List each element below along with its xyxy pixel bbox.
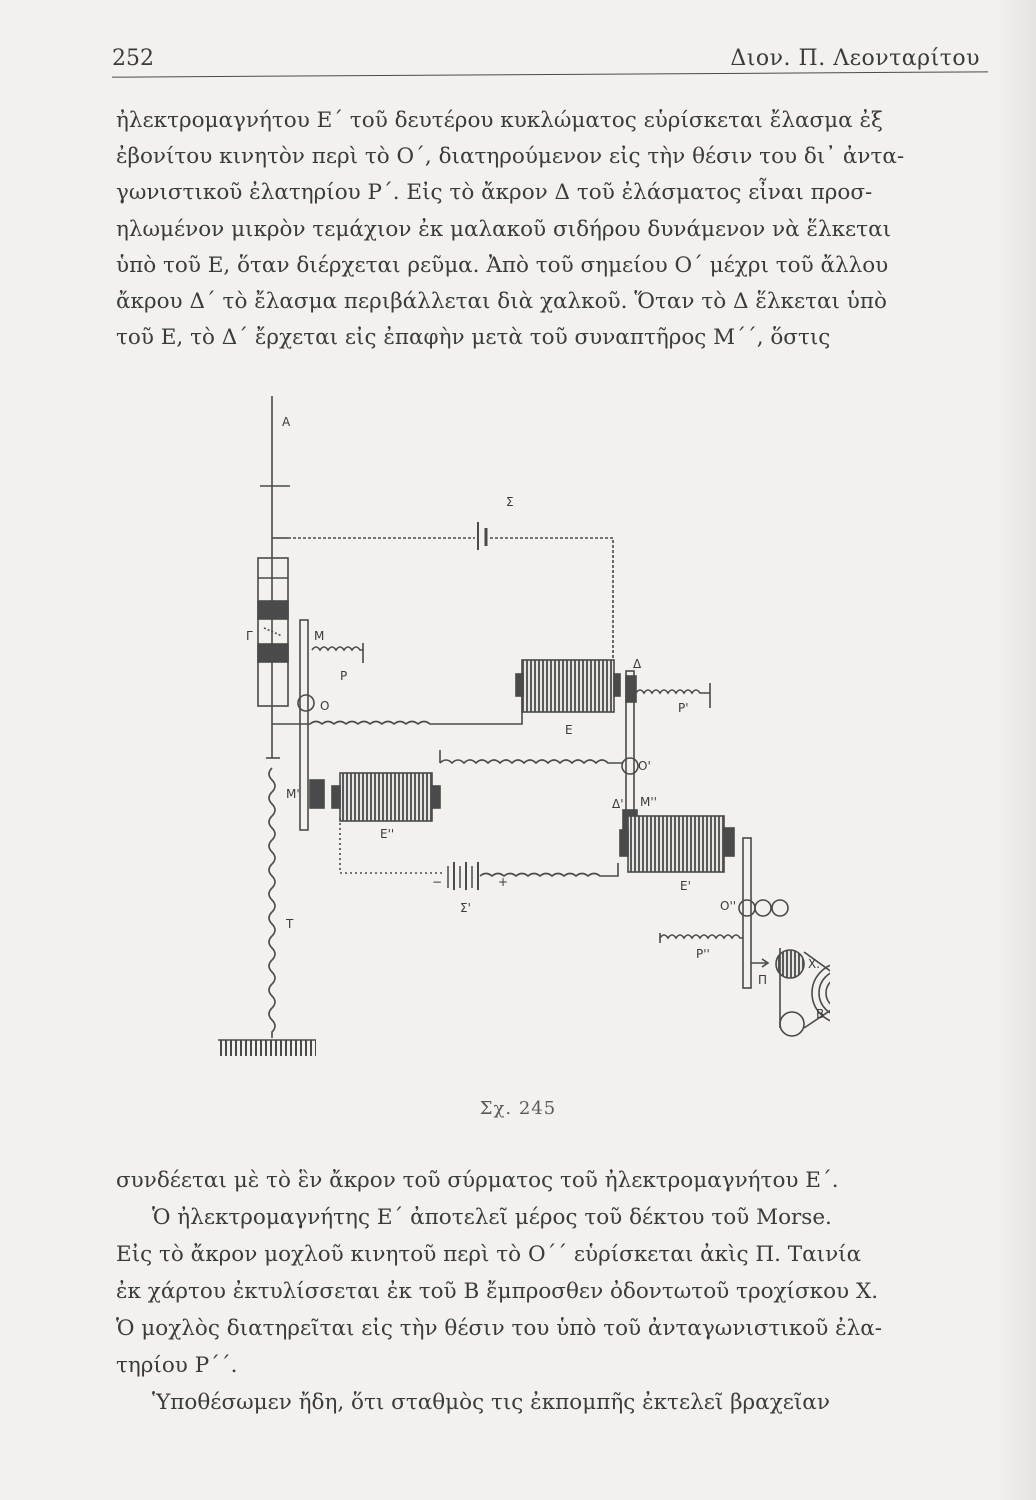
text-line: ἐκ χάρτου ἐκτυλίσσεται ἐκ τοῦ Β ἔμπροσθεν ὀδοντωτοῦ τροχίσκου Χ. <box>116 1279 879 1304</box>
running-head: Διον. Π. Λεονταρίτου <box>730 46 980 71</box>
label-M-prime: M' <box>286 787 300 801</box>
contact-M-prime <box>310 780 324 808</box>
body-text-bottom <box>116 1162 978 1421</box>
tapper-lever <box>300 620 308 830</box>
page-number: 252 <box>112 46 154 71</box>
label-S: Σ <box>506 495 514 509</box>
label-E: E <box>565 723 573 737</box>
text-line: ἄκρου Δ΄ τὸ ἔλασμα περιβάλλεται διὰ χαλκοῦ. Ὅταν τὸ Δ ἕλκεται ὑπὸ <box>116 289 887 315</box>
spring-P-prime <box>636 683 710 708</box>
header-rule <box>112 71 988 77</box>
label-G: Γ <box>246 629 253 643</box>
label-D-prime: Δ' <box>612 797 624 811</box>
text-line: ὑπὸ τοῦ Ε, ὅταν διέρχεται ρεῦμα. Ἀπὸ τοῦ σημείου Ο΄ μέχρι τοῦ ἄλλου <box>116 252 889 278</box>
body-text-top <box>116 103 978 356</box>
label-B: B <box>816 1007 825 1021</box>
label-D: Δ <box>633 657 642 671</box>
label-S-prime: Σ' <box>460 901 471 915</box>
label-P-double-prime: P'' <box>696 947 710 961</box>
label-X: X. <box>808 957 821 971</box>
ground-wire-T <box>269 768 275 1038</box>
text-line: Ὁ μοχλὸς διατηρεῖται εἰς τὴν θέσιν του ὑπὸ τοῦ ἀνταγωνιστικοῦ ἐλα- <box>116 1316 883 1341</box>
label-P: P <box>340 669 348 683</box>
label-Pi: Π <box>758 973 768 987</box>
coherer-plug-lower <box>258 644 288 662</box>
circuit-diagram <box>210 388 830 1088</box>
wire-to-O-prime <box>440 760 622 763</box>
text-line: Εἰς τὸ ἄκρον μοχλοῦ κινητοῦ περὶ τὸ Ο΄΄ εὑρίσκεται ἀκὶς Π. Ταινία <box>116 1242 862 1267</box>
electromagnet-E-double-prime <box>340 773 432 821</box>
electromagnet-E <box>522 660 614 712</box>
text-line: ἠλεκτρομαγνήτου Ε΄ τοῦ δευτέρου κυκλώματος εὑρίσκεται ἔλασμα ἐξ <box>116 108 883 133</box>
electromagnet-E-prime <box>628 816 724 872</box>
label-E-prime: E' <box>680 879 691 893</box>
text-line: Ὑποθέσωμεν ἤδη, ὅτι σταθμὸς τις ἐκπομπῆς ἐκτελεῖ βραχεῖαν <box>152 1390 830 1415</box>
label-T: T <box>286 917 294 931</box>
label-E-double-prime: E'' <box>380 827 395 841</box>
morse-lever <box>743 838 751 988</box>
guide-roller <box>780 1012 804 1036</box>
text-line: ἐβονίτου κινητὸν περὶ τὸ Ο΄, διατηρούμενον εἰς τὴν θέσιν του δι᾽ ἀντα- <box>116 144 905 170</box>
text-line: συνδέεται μὲ τὸ ἓν ἄκρον τοῦ σύρματος τοῦ ἠλεκτρομαγνήτου Ε΄. <box>116 1168 839 1193</box>
telegraph-circuit-figure <box>210 388 830 1088</box>
text-line: ηλωμένον μικρὸν τεμάχιον ἐκ μαλακοῦ σιδήρου δυνάμενον νὰ ἕλκεται <box>116 216 892 242</box>
text-line: τοῦ Ε, τὸ Δ΄ ἔρχεται εἰς ἐπαφὴν μετὰ τοῦ συναπτῆρος Μ΄΄, ὅστις <box>116 325 831 351</box>
label-plus: + <box>498 875 509 889</box>
label-P-prime: P' <box>678 701 689 715</box>
label-A: A <box>282 415 291 429</box>
text-line: γωνιστικοῦ ἐλατηρίου Ρ΄. Εἰς τὸ ἄκρον Δ τοῦ ἐλάσματος εἶναι προσ- <box>116 180 873 206</box>
label-O-double-prime: O'' <box>720 899 737 913</box>
label-M-double-prime: M'' <box>640 795 657 809</box>
spring-P-double-prime <box>660 933 743 943</box>
stylus-Pi <box>751 959 768 967</box>
text-line: τηρίου Ρ΄΄. <box>116 1353 238 1378</box>
label-M: M <box>314 629 325 643</box>
page-header <box>112 40 988 80</box>
spring-P <box>312 643 363 663</box>
label-O: O <box>320 699 330 713</box>
coherer-plug-upper <box>258 601 288 619</box>
label-minus: − <box>432 875 443 889</box>
label-O-prime: O' <box>638 759 651 773</box>
pivot-O-prime <box>622 758 638 774</box>
pivot-O-double-prime <box>739 900 755 916</box>
page-edge-shadow <box>996 0 1036 1500</box>
wire-coherer-to-E <box>272 688 522 724</box>
text-line: Ὁ ἠλεκτρομαγνήτης Ε΄ ἀποτελεῖ μέρος τοῦ δέκτου τοῦ Morse. <box>152 1205 832 1230</box>
figure-caption: Σχ. 245 <box>479 1098 557 1119</box>
ground-plate <box>218 1040 316 1056</box>
